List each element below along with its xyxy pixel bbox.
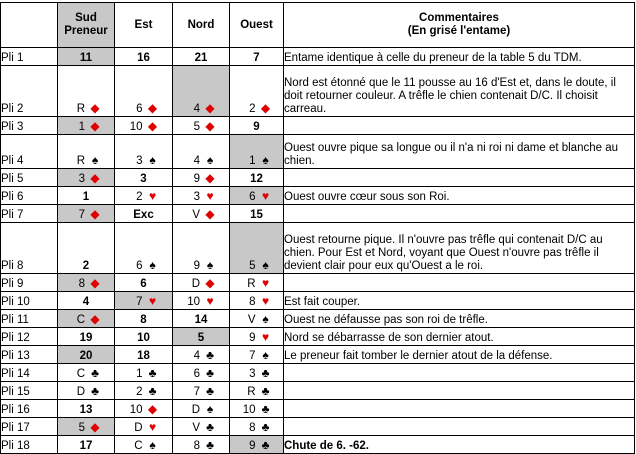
card-rank: 8: [78, 278, 85, 290]
card-rank: 10: [187, 296, 200, 308]
trick-comment: Chute de 6. -62.: [284, 436, 635, 454]
card-sud: [58, 66, 115, 117]
card-ouest: [230, 274, 284, 292]
diamond-icon: ◆: [90, 276, 100, 290]
trick-comment: Le preneur fait tomber le dernier atout de la défense.: [284, 346, 635, 364]
trick-comment: [284, 169, 635, 187]
card-rank: 2: [82, 260, 90, 272]
trick-label: Pli 16: [1, 400, 58, 418]
header-nord: Nord: [173, 3, 230, 48]
trick-row: [1, 436, 635, 454]
card-rank: 18: [137, 350, 150, 362]
card-sud: [58, 48, 115, 66]
card-rank: 9: [193, 260, 200, 272]
diamond-icon: ◆: [90, 312, 100, 326]
card-rank: 20: [79, 350, 93, 362]
card-ouest: [230, 169, 284, 187]
card-rank: 15: [250, 209, 263, 221]
spade-icon: ♠: [206, 153, 214, 167]
trick-comment: [284, 364, 635, 382]
card-est: [115, 310, 173, 328]
spade-icon: ♠: [91, 153, 99, 167]
card-est: [115, 400, 173, 418]
trick-comment: Ouest ouvre cœur sous son Roi.: [284, 187, 635, 205]
card-rank: Exc: [133, 209, 154, 221]
card-rank: 13: [79, 404, 93, 416]
card-rank: V: [192, 422, 200, 434]
card-nord: [173, 418, 230, 436]
card-rank: 3: [140, 173, 147, 185]
card-rank: 1: [136, 368, 143, 380]
club-icon: ♣: [148, 384, 157, 398]
diamond-icon: ◆: [90, 207, 100, 221]
card-rank: R: [247, 386, 256, 398]
club-icon: ♣: [261, 366, 270, 380]
diamond-icon: ◆: [205, 276, 215, 290]
card-nord: [173, 346, 230, 364]
card-rank: 5: [197, 332, 205, 344]
trick-comment: Ouest retourne pique. Il n'ouvre pas trêfle qui contenait D/C au chien. Pour Est et Nord, voyant que Ouest n'ouvre pas trêfle il devient clair pour eux qu'Ouest a le roi.: [284, 223, 635, 274]
card-nord: [173, 274, 230, 292]
card-est: [115, 364, 173, 382]
card-rank: 4: [193, 350, 200, 362]
trick-row: [1, 66, 635, 117]
card-nord: [173, 364, 230, 382]
card-ouest: [230, 346, 284, 364]
card-nord: [173, 48, 230, 66]
spade-icon: ♠: [262, 348, 269, 362]
card-rank: 7: [253, 52, 260, 64]
card-rank: 19: [79, 332, 93, 344]
trick-label: Pli 18: [1, 436, 58, 454]
trick-label: Pli 8: [1, 223, 58, 274]
card-nord: [173, 223, 230, 274]
card-rank: 3: [193, 191, 200, 203]
trick-label: Pli 10: [1, 292, 58, 310]
diamond-icon: ◆: [90, 119, 100, 133]
diamond-icon: ◆: [147, 119, 158, 133]
card-nord: [173, 187, 230, 205]
card-sud: [58, 400, 115, 418]
trick-comment: Ouest ouvre pique sa longue ou il n'a ni roi ni dame et blanche au chien.: [284, 135, 635, 169]
card-ouest: [230, 187, 284, 205]
trick-comment: Nord est étonné que le 11 pousse au 16 d'Est et, dans le doute, il doit retourner couleur. A trêfle le chien contenait D/C. Il choisit carreau.: [284, 66, 635, 117]
card-est: [115, 135, 173, 169]
trick-comment: [284, 274, 635, 292]
trick-comment: [284, 117, 635, 135]
card-rank: C: [76, 368, 85, 380]
card-rank: 2: [136, 191, 143, 203]
spade-icon: ♠: [262, 153, 269, 167]
card-rank: D: [134, 422, 143, 434]
trick-label: Pli 1: [1, 48, 58, 66]
heart-icon: ♥: [261, 330, 270, 344]
trick-label: Pli 12: [1, 328, 58, 346]
card-rank: 4: [193, 155, 200, 167]
card-sud: [58, 436, 115, 454]
trick-row: [1, 48, 635, 66]
card-rank: 2: [249, 103, 256, 115]
card-rank: 7: [249, 350, 256, 362]
card-rank: 14: [194, 314, 208, 326]
card-sud: [58, 274, 115, 292]
card-est: [115, 48, 173, 66]
card-rank: 7: [78, 209, 85, 221]
card-rank: 6: [249, 191, 256, 203]
card-rank: 7: [136, 296, 143, 308]
card-rank: D: [76, 386, 85, 398]
card-nord: [173, 135, 230, 169]
card-ouest: [230, 382, 284, 400]
spade-icon: ♠: [262, 258, 269, 272]
trick-row: [1, 310, 635, 328]
card-est: [115, 187, 173, 205]
card-rank: R: [247, 278, 256, 290]
card-sud: [58, 117, 115, 135]
trick-comment: [284, 400, 635, 418]
card-rank: D: [191, 278, 200, 290]
card-nord: [173, 310, 230, 328]
card-nord: [173, 117, 230, 135]
card-nord: [173, 400, 230, 418]
card-sud: [58, 292, 115, 310]
card-nord: [173, 66, 230, 117]
card-ouest: [230, 135, 284, 169]
card-est: [115, 436, 173, 454]
trick-row: [1, 382, 635, 400]
card-rank: 4: [82, 296, 90, 308]
card-rank: 9: [193, 173, 200, 185]
card-rank: 5: [193, 121, 200, 133]
card-est: [115, 117, 173, 135]
card-est: [115, 292, 173, 310]
header-pli: [1, 3, 58, 48]
card-rank: 3: [136, 155, 143, 167]
club-icon: ♣: [206, 384, 214, 398]
card-rank: 10: [137, 332, 150, 344]
header-est: Est: [115, 3, 173, 48]
diamond-icon: ◆: [90, 171, 100, 185]
card-sud: [58, 205, 115, 223]
trick-row: [1, 274, 635, 292]
trick-label: Pli 11: [1, 310, 58, 328]
card-sud: [58, 135, 115, 169]
card-rank: 4: [193, 103, 200, 115]
spade-icon: ♠: [149, 153, 156, 167]
club-icon: ♣: [206, 420, 214, 434]
diamond-icon: ◆: [147, 402, 158, 416]
card-rank: 1: [78, 121, 85, 133]
card-ouest: [230, 48, 284, 66]
card-rank: 5: [249, 260, 256, 272]
diamond-icon: ◆: [205, 101, 215, 115]
trick-row: [1, 328, 635, 346]
card-rank: 10: [129, 404, 143, 416]
card-sud: [58, 223, 115, 274]
trick-label: Pli 15: [1, 382, 58, 400]
card-est: [115, 66, 173, 117]
card-nord: [173, 382, 230, 400]
card-rank: 9: [253, 121, 260, 133]
trick-label: Pli 6: [1, 187, 58, 205]
trick-row: [1, 187, 635, 205]
card-rank: 8: [193, 440, 200, 452]
heart-icon: ♥: [206, 189, 214, 203]
trick-label: Pli 3: [1, 117, 58, 135]
spade-icon: ♠: [206, 402, 214, 416]
card-est: [115, 223, 173, 274]
card-est: [115, 346, 173, 364]
card-rank: 12: [250, 173, 263, 185]
diamond-icon: ◆: [205, 207, 215, 221]
club-icon: ♣: [261, 384, 270, 398]
trick-row: [1, 364, 635, 382]
club-icon: ♣: [148, 366, 157, 380]
trick-label: Pli 2: [1, 66, 58, 117]
heart-icon: ♥: [261, 294, 270, 308]
diamond-icon: ◆: [90, 101, 100, 115]
trick-row: [1, 117, 635, 135]
heart-icon: ♥: [148, 294, 157, 308]
card-nord: [173, 292, 230, 310]
card-rank: V: [247, 314, 256, 326]
card-rank: V: [192, 209, 200, 221]
card-est: [115, 328, 173, 346]
header-sud: Sud Preneur: [58, 3, 115, 48]
card-rank: D: [191, 404, 200, 416]
club-icon: ♣: [206, 348, 214, 362]
trick-row: [1, 135, 635, 169]
card-nord: [173, 205, 230, 223]
trick-label: Pli 14: [1, 364, 58, 382]
trick-label: Pli 5: [1, 169, 58, 187]
card-rank: R: [76, 155, 85, 167]
card-rank: 1: [82, 191, 90, 203]
card-rank: 21: [194, 52, 208, 64]
card-ouest: [230, 418, 284, 436]
diamond-icon: ◆: [147, 101, 158, 115]
club-icon: ♣: [261, 438, 270, 452]
card-rank: 8: [249, 296, 256, 308]
card-ouest: [230, 400, 284, 418]
card-rank: 6: [140, 278, 147, 290]
card-rank: 6: [136, 260, 143, 272]
club-icon: ♣: [206, 366, 214, 380]
heart-icon: ♥: [206, 294, 214, 308]
card-rank: 10: [242, 404, 256, 416]
card-nord: [173, 328, 230, 346]
card-rank: 6: [193, 368, 200, 380]
diamond-icon: ◆: [260, 101, 271, 115]
card-sud: [58, 328, 115, 346]
card-rank: 10: [129, 121, 143, 133]
diamond-icon: ◆: [205, 119, 215, 133]
card-sud: [58, 418, 115, 436]
card-nord: [173, 436, 230, 454]
club-icon: ♣: [91, 366, 99, 380]
card-rank: 8: [140, 314, 147, 326]
card-est: [115, 418, 173, 436]
card-rank: 9: [249, 332, 256, 344]
heart-icon: ♥: [148, 189, 157, 203]
header-comments: Commentaires (En grisé l'entame): [284, 3, 635, 48]
card-sud: [58, 169, 115, 187]
trick-row: [1, 205, 635, 223]
card-ouest: [230, 66, 284, 117]
card-ouest: [230, 328, 284, 346]
card-rank: 3: [78, 173, 85, 185]
card-sud: [58, 187, 115, 205]
trick-row: [1, 418, 635, 436]
trick-label: Pli 13: [1, 346, 58, 364]
card-nord: [173, 169, 230, 187]
card-sud: [58, 364, 115, 382]
card-est: [115, 205, 173, 223]
heart-icon: ♥: [261, 189, 270, 203]
trick-row: [1, 400, 635, 418]
trick-label: Pli 17: [1, 418, 58, 436]
heart-icon: ♥: [261, 276, 270, 290]
club-icon: ♣: [261, 402, 270, 416]
spade-icon: ♠: [206, 258, 214, 272]
club-icon: ♣: [91, 384, 99, 398]
card-rank: 8: [249, 422, 256, 434]
card-ouest: [230, 436, 284, 454]
card-rank: 9: [249, 440, 256, 452]
card-rank: 17: [79, 440, 93, 452]
trick-comment: [284, 418, 635, 436]
trick-comment: Nord se débarrasse de son dernier atout.: [284, 328, 635, 346]
trick-row: [1, 169, 635, 187]
trick-row: [1, 292, 635, 310]
trick-comment: [284, 382, 635, 400]
card-rank: 2: [136, 386, 143, 398]
card-rank: C: [76, 314, 85, 326]
trick-comment: Est fait couper.: [284, 292, 635, 310]
spade-icon: ♠: [149, 438, 156, 452]
card-rank: 11: [79, 52, 93, 64]
card-rank: 7: [193, 386, 200, 398]
trick-row: [1, 223, 635, 274]
card-sud: [58, 382, 115, 400]
card-ouest: [230, 117, 284, 135]
trick-comment: [284, 205, 635, 223]
trick-comment: Ouest ne défausse pas son roi de trêfle.: [284, 310, 635, 328]
card-sud: [58, 310, 115, 328]
diamond-icon: ◆: [90, 420, 100, 434]
trick-label: Pli 9: [1, 274, 58, 292]
card-rank: 3: [249, 368, 256, 380]
card-est: [115, 169, 173, 187]
card-rank: 16: [137, 52, 150, 64]
spade-icon: ♠: [149, 258, 156, 272]
club-icon: ♣: [206, 438, 214, 452]
tricks-table: [0, 2, 635, 454]
trick-label: Pli 7: [1, 205, 58, 223]
card-ouest: [230, 310, 284, 328]
diamond-icon: ◆: [205, 171, 215, 185]
card-sud: [58, 346, 115, 364]
card-rank: C: [134, 440, 143, 452]
card-ouest: [230, 292, 284, 310]
card-rank: 5: [78, 422, 85, 434]
heart-icon: ♥: [148, 420, 157, 434]
card-est: [115, 382, 173, 400]
card-ouest: [230, 364, 284, 382]
trick-row: [1, 346, 635, 364]
trick-comment: Entame identique à celle du preneur de la table 5 du TDM.: [284, 48, 635, 66]
card-rank: R: [76, 103, 85, 115]
card-ouest: [230, 205, 284, 223]
club-icon: ♣: [261, 420, 270, 434]
card-rank: 6: [136, 103, 143, 115]
card-rank: 1: [249, 155, 256, 167]
trick-label: Pli 4: [1, 135, 58, 169]
spade-icon: ♠: [262, 312, 269, 326]
card-ouest: [230, 223, 284, 274]
card-est: [115, 274, 173, 292]
header-ouest: Ouest: [230, 3, 284, 48]
